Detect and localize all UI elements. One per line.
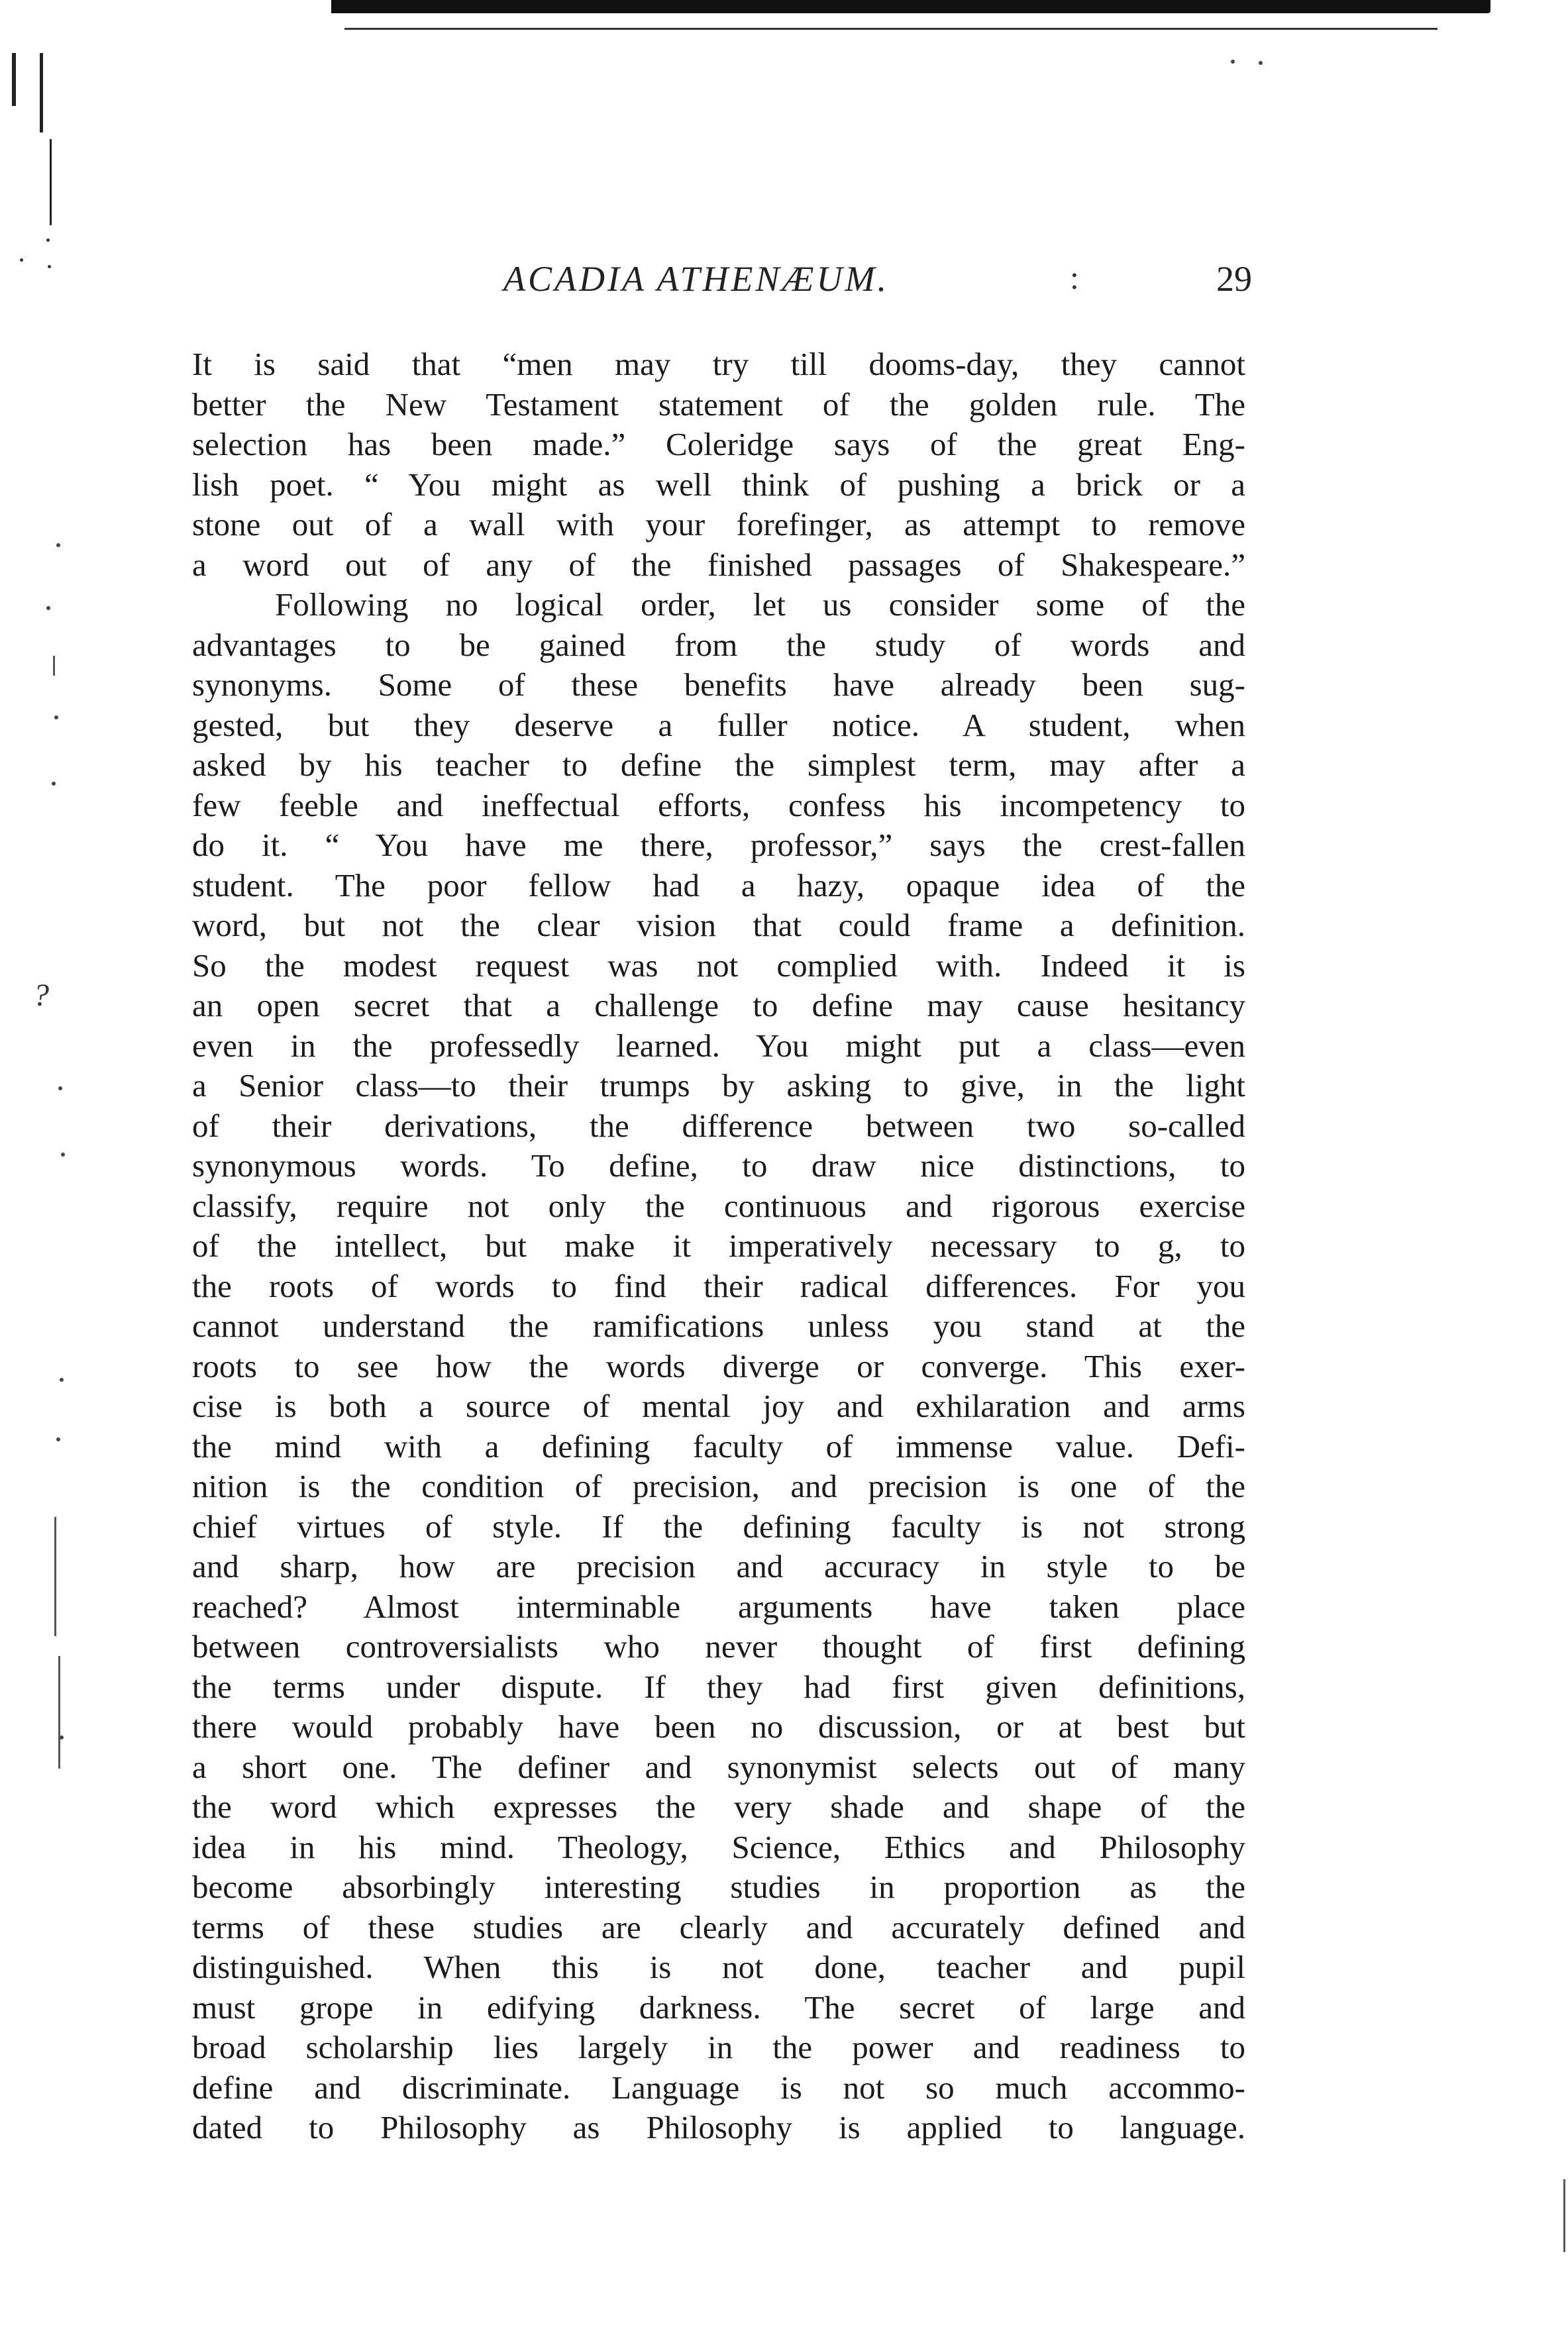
page-number: 29 (1216, 259, 1252, 299)
text-line: word, but not the clear vision that could frame a definition. (192, 907, 1245, 943)
text-line: synonymous words. To define, to draw nice distinctions, to (192, 1147, 1245, 1184)
text-line: a word out of any of the finished passages of Shakespeare.” (192, 546, 1245, 583)
margin-speck (46, 238, 50, 242)
margin-speck (54, 715, 58, 719)
margin-speck (1231, 60, 1235, 64)
text-line: terms of these studies are clearly and accurately defined and (192, 1908, 1245, 1945)
text-line: It is said that “men may try till dooms-day, they cannot (192, 346, 1245, 382)
text-line: do it. “ You have me there, professor,” says the crest-fallen (192, 827, 1245, 863)
margin-speck (46, 606, 50, 610)
text-line: of the intellect, but make it imperatively necessary to g, to (192, 1227, 1245, 1264)
text-line: Following no logical order, let us consider some of the (275, 586, 1245, 623)
margin-tick (54, 1517, 56, 1636)
text-line: asked by his teacher to define the simplest term, may after a (192, 747, 1245, 783)
margin-tick (58, 1656, 60, 1769)
margin-mark: ? (33, 978, 49, 1013)
margin-tick (53, 656, 55, 676)
text-line: a Senior class—to their trumps by asking to give, in the light (192, 1067, 1245, 1104)
binding-mark (40, 53, 43, 132)
text-line: student. The poor fellow had a hazy, opaque idea of the (192, 866, 1245, 904)
text-line: broad scholarship lies largely in the power and readiness to (192, 2029, 1245, 2065)
text-line: selection has been made.” Coleridge says of the great Eng- (192, 426, 1245, 462)
binding-mark (12, 53, 16, 106)
text-line: an open secret that a challenge to define may cause hesitancy (192, 987, 1245, 1023)
margin-speck (58, 1086, 62, 1090)
margin-speck (60, 1735, 64, 1739)
text-line: dated to Philosophy as Philosophy is applied to language. (192, 2109, 1245, 2146)
text-line: there would probably have been no discussion, or at best but (192, 1708, 1245, 1745)
text-line: chief virtues of style. If the defining faculty is not strong (192, 1508, 1245, 1545)
text-line: and sharp, how are precision and accuracy in style to be (192, 1548, 1245, 1584)
text-line: distinguished. When this is not done, teacher and pupil (192, 1949, 1245, 1985)
text-line: roots to see how the words diverge or converge. This exer- (192, 1347, 1245, 1384)
text-line: synonyms. Some of these benefits have already been sug- (192, 666, 1245, 703)
top-thin-rule (344, 28, 1437, 30)
margin-speck (20, 258, 23, 262)
text-line: cise is both a source of mental joy and exhilaration and arms (192, 1388, 1245, 1424)
margin-speck (52, 782, 56, 786)
text-line: the word which expresses the very shade and shape of the (192, 1788, 1245, 1825)
text-line: between controversialists who never thought of first defining (192, 1628, 1245, 1665)
text-line: gested, but they deserve a fuller notice. A student, when (192, 706, 1245, 743)
text-line: of their derivations, the difference between two so-called (192, 1107, 1245, 1144)
header-colon: : (1070, 259, 1079, 296)
margin-speck (48, 265, 51, 268)
binding-mark (50, 139, 52, 225)
text-line: better the New Testament statement of the golden rule. The (192, 386, 1245, 423)
text-line: cannot understand the ramifications unless you stand at the (192, 1308, 1245, 1344)
text-line: the roots of words to find their radical differences. For you (192, 1267, 1245, 1304)
margin-speck (1259, 61, 1263, 65)
text-line: a short one. The definer and synonymist selects out of many (192, 1748, 1245, 1785)
margin-speck (60, 1378, 64, 1382)
text-line: advantages to be gained from the study of words and (192, 626, 1245, 663)
text-line: So the modest request was not complied with. Indeed it is (192, 947, 1245, 984)
text-line: must grope in edifying darkness. The secret of large and (192, 1989, 1245, 2026)
page-header (503, 258, 1252, 318)
margin-speck (56, 1437, 60, 1441)
text-line: reached? Almost interminable arguments have taken place (192, 1588, 1245, 1625)
text-line: lish poet. “ You might as well think of pushing a brick or a (192, 466, 1245, 503)
text-line: even in the professedly learned. You might put a class—even (192, 1027, 1245, 1064)
left-margin-binding-marks (7, 40, 66, 782)
text-line: few feeble and ineffectual efforts, confess his incompetency to (192, 786, 1245, 823)
text-line: the terms under dispute. If they had first given definitions, (192, 1668, 1245, 1705)
text-line: define and discriminate. Language is not so much accommo- (192, 2069, 1245, 2106)
text-line: nition is the condition of precision, and precision is one of the (192, 1468, 1245, 1504)
text-line: idea in his mind. Theology, Science, Ethics and Philosophy (192, 1828, 1245, 1865)
article-body (192, 344, 1245, 2148)
margin-speck (56, 543, 60, 547)
journal-title: ACADIA ATHENÆUM. (503, 259, 890, 299)
text-line: classify, require not only the continuous and rigorous exercise (192, 1187, 1245, 1224)
text-line: become absorbingly interesting studies in proportion as the (192, 1869, 1245, 1905)
margin-tick (1563, 2179, 1565, 2252)
text-line: stone out of a wall with your forefinger, as attempt to remove (192, 506, 1245, 543)
text-line: the mind with a defining faculty of immense value. Defi- (192, 1427, 1245, 1465)
top-border-rule (331, 0, 1490, 13)
margin-speck (61, 1153, 65, 1157)
